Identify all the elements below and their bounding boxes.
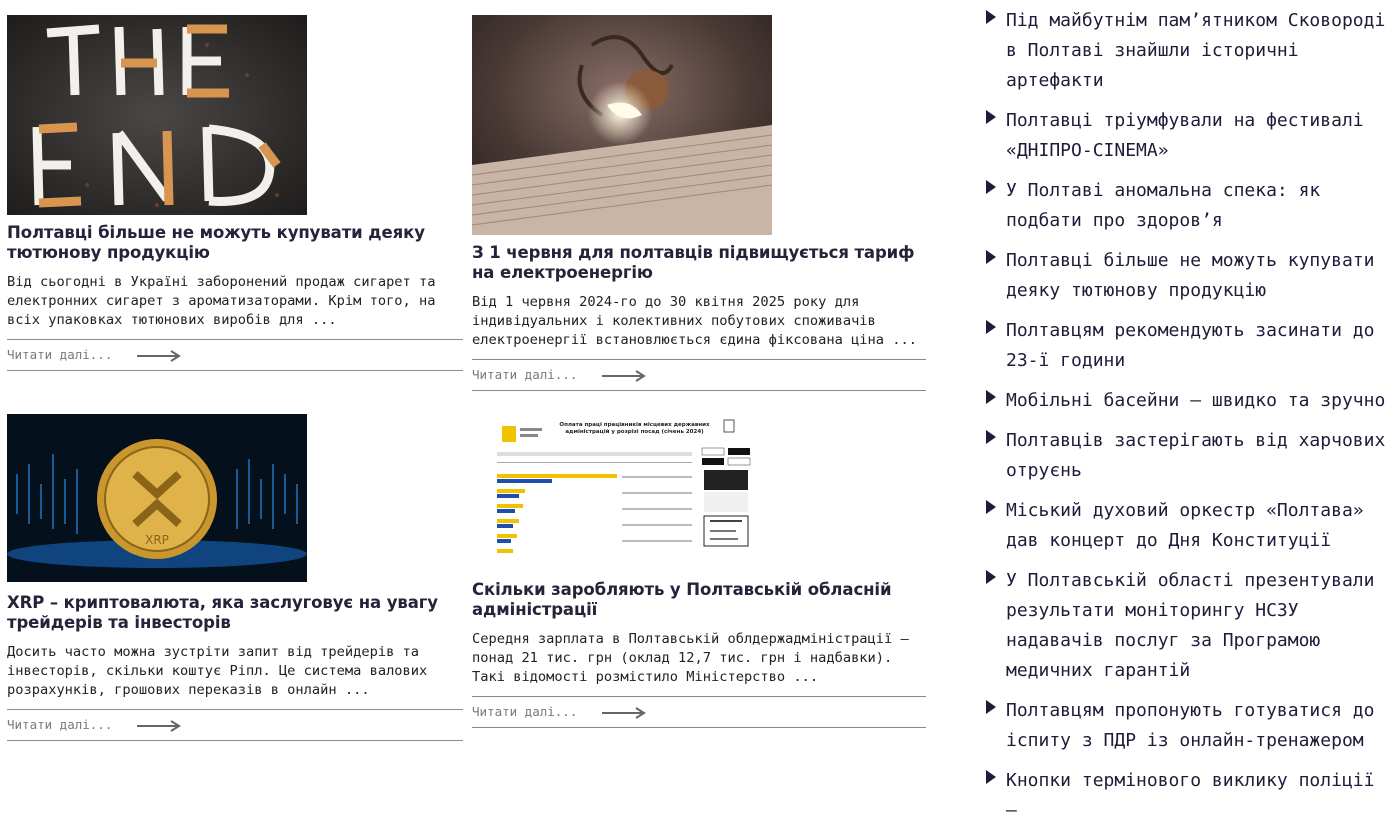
- read-more-row: [7, 339, 463, 371]
- triangle-right-icon: [986, 700, 996, 714]
- triangle-right-icon: [986, 10, 996, 24]
- article-excerpt: Досить часто можна зустріти запит від трейдерів та інвесторів, скільки коштує Ріпл. Це система валових розрахунків, грошових переказів в онлайн ...: [7, 644, 428, 698]
- list-item: [985, 766, 1390, 826]
- read-more-link[interactable]: Читати далі...: [472, 367, 578, 382]
- triangle-right-icon: [986, 570, 996, 584]
- article-card: [7, 414, 463, 741]
- news-link[interactable]: Кнопки термінового виклику поліції –: [1006, 770, 1375, 821]
- list-item: [985, 386, 1390, 416]
- news-link[interactable]: Полтавцям пропонують готуватися до іспиту з ПДР із онлайн-тренажером: [1006, 700, 1375, 751]
- news-link[interactable]: Полтавці більше не можуть купувати деяку тютюнову продукцію: [1006, 250, 1375, 301]
- news-link[interactable]: Мобільні басейни – швидко та зручно: [1006, 390, 1386, 411]
- article-image-cigarettes[interactable]: [7, 15, 307, 215]
- article-card: [472, 414, 926, 728]
- triangle-right-icon: [986, 180, 996, 194]
- read-more-row: [7, 709, 463, 741]
- coin-label: XRP: [145, 533, 169, 547]
- article-image-salary-dashboard[interactable]: [472, 414, 772, 574]
- news-link[interactable]: У Полтавській області презентували результати моніторингу НСЗУ надавачів послуг за Програмою медичних гарантій: [1006, 570, 1375, 681]
- read-more-link[interactable]: Читати далі...: [7, 347, 113, 362]
- arrow-right-icon[interactable]: [602, 370, 646, 382]
- triangle-right-icon: [986, 430, 996, 444]
- article-title[interactable]: XRP – криптовалюта, яка заслуговує на увагу трейдерів та інвесторів: [7, 593, 438, 632]
- list-item: [985, 566, 1390, 686]
- list-item: [985, 426, 1390, 486]
- news-link[interactable]: Полтавців застерігають від харчових отруєнь: [1006, 430, 1386, 481]
- dashboard-title: Оплата праці працівників місцевих державних адміністрацій у розрізі посад (січень 2024): [559, 422, 710, 435]
- article-excerpt: Середня зарплата в Полтавській облдержадміністрації – понад 21 тис. грн (оклад 12,7 тис. грн і надбавки). Такі відомості розмістило Міністерство ...: [472, 631, 909, 685]
- triangle-right-icon: [986, 770, 996, 784]
- news-link[interactable]: Під майбутнім пам’ятником Сковороді в Полтаві знайшли історичні артефакти: [1006, 10, 1386, 91]
- news-link[interactable]: Полтавцям рекомендують засинати до 23-ї години: [1006, 320, 1375, 371]
- list-item: [985, 176, 1390, 236]
- article-card: [7, 15, 463, 371]
- read-more-link[interactable]: Читати далі...: [472, 704, 578, 719]
- article-title[interactable]: Полтавці більше не можуть купувати деяку тютюнову продукцію: [7, 223, 425, 262]
- list-item: [985, 106, 1390, 166]
- article-title[interactable]: Скільки заробляють у Полтавській обласній адміністрації: [472, 580, 892, 619]
- news-link[interactable]: У Полтаві аномальна спека: як подбати про здоров’я: [1006, 180, 1321, 231]
- triangle-right-icon: [986, 250, 996, 264]
- arrow-right-icon[interactable]: [602, 707, 646, 719]
- article-image-lightbulb[interactable]: [472, 15, 772, 235]
- triangle-right-icon: [986, 320, 996, 334]
- article-excerpt: Від 1 червня 2024-го до 30 квітня 2025 року для індивідуальних і колективних побутових споживачів електроенергії встановлюється єдина фіксована ціна ...: [472, 294, 917, 348]
- triangle-right-icon: [986, 390, 996, 404]
- list-item: [985, 316, 1390, 376]
- arrow-right-icon[interactable]: [137, 720, 181, 732]
- arrow-right-icon[interactable]: [137, 350, 181, 362]
- list-item: [985, 6, 1390, 96]
- read-more-row: [472, 696, 926, 728]
- list-item: [985, 496, 1390, 556]
- news-link[interactable]: Міський духовий оркестр «Полтава» дав концерт до Дня Конституції: [1006, 500, 1364, 551]
- read-more-link[interactable]: Читати далі...: [7, 717, 113, 732]
- latest-news-list: [985, 6, 1390, 836]
- article-card: [472, 15, 926, 391]
- read-more-row: [472, 359, 926, 391]
- triangle-right-icon: [986, 110, 996, 124]
- list-item: [985, 246, 1390, 306]
- article-image-xrp-coin[interactable]: [7, 414, 307, 582]
- list-item: [985, 696, 1390, 756]
- triangle-right-icon: [986, 500, 996, 514]
- article-excerpt: Від сьогодні в Україні заборонений продаж сигарет та електронних сигарет з ароматизаторами. Крім того, на всіх упаковках тютюнових виробів для ...: [7, 274, 436, 328]
- article-title[interactable]: З 1 червня для полтавців підвищується тариф на електроенергію: [472, 243, 915, 282]
- news-link[interactable]: Полтавці тріумфували на фестивалі «ДНІПРО-CINEMA»: [1006, 110, 1364, 161]
